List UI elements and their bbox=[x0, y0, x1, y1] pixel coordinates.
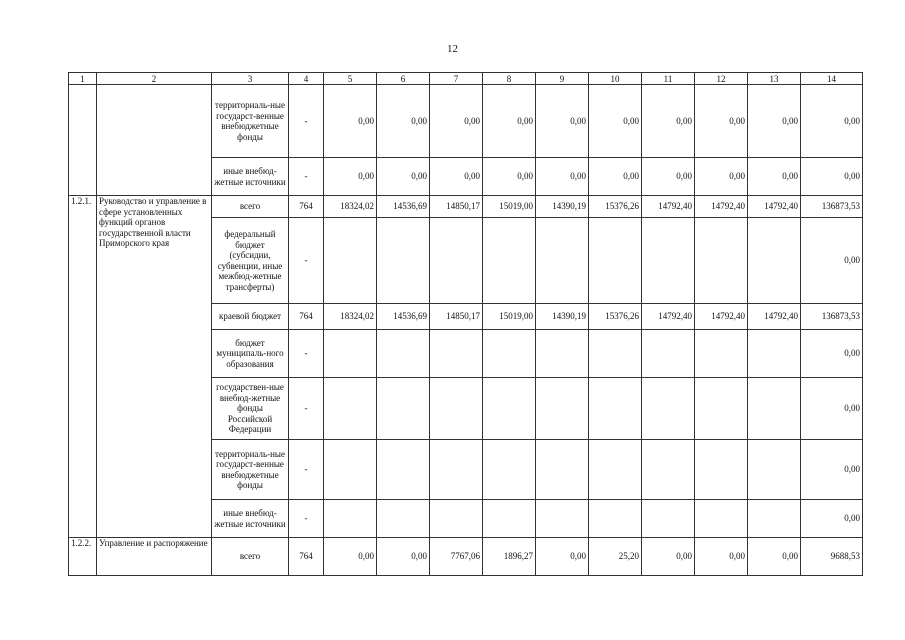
header-cell: 6 bbox=[377, 73, 430, 85]
header-cell: 14 bbox=[801, 73, 863, 85]
value-cell bbox=[695, 500, 748, 538]
value-cell bbox=[430, 378, 483, 440]
source-cell: всего bbox=[212, 196, 289, 218]
value-cell: 1896,27 bbox=[483, 538, 536, 576]
source-cell: территориаль-ные государст-венные внебюджетные фонды bbox=[212, 440, 289, 500]
grbs-cell: 764 bbox=[289, 196, 324, 218]
value-cell: 0,00 bbox=[377, 85, 430, 158]
header-cell: 4 bbox=[289, 73, 324, 85]
header-cell: 2 bbox=[97, 73, 212, 85]
value-cell: 0,00 bbox=[748, 158, 801, 196]
value-cell bbox=[324, 500, 377, 538]
value-cell bbox=[695, 378, 748, 440]
value-cell bbox=[536, 218, 589, 304]
value-cell bbox=[377, 378, 430, 440]
value-cell: 15376,26 bbox=[589, 196, 642, 218]
header-row bbox=[69, 73, 863, 85]
value-cell bbox=[483, 218, 536, 304]
source-cell: территориаль-ные государст-венные внебюджетные фонды bbox=[212, 85, 289, 158]
value-cell: 14792,40 bbox=[748, 196, 801, 218]
value-cell bbox=[695, 330, 748, 378]
value-cell: 0,00 bbox=[695, 538, 748, 576]
value-cell: 0,00 bbox=[483, 158, 536, 196]
row-name-cell bbox=[97, 85, 212, 196]
header-cell: 8 bbox=[483, 73, 536, 85]
value-cell bbox=[589, 378, 642, 440]
value-cell bbox=[483, 500, 536, 538]
value-cell: 25,20 bbox=[589, 538, 642, 576]
value-cell: 0,00 bbox=[430, 158, 483, 196]
value-cell: 0,00 bbox=[748, 538, 801, 576]
value-cell bbox=[695, 440, 748, 500]
value-cell: 0,00 bbox=[801, 330, 863, 378]
value-cell: 0,00 bbox=[801, 440, 863, 500]
value-cell: 0,00 bbox=[430, 85, 483, 158]
value-cell: 14792,40 bbox=[642, 196, 695, 218]
grbs-cell: - bbox=[289, 85, 324, 158]
value-cell: 14792,40 bbox=[748, 304, 801, 330]
value-cell bbox=[324, 218, 377, 304]
value-cell bbox=[536, 440, 589, 500]
value-cell: 0,00 bbox=[483, 85, 536, 158]
value-cell: 15019,00 bbox=[483, 304, 536, 330]
table-row bbox=[69, 538, 863, 576]
value-cell: 0,00 bbox=[642, 85, 695, 158]
value-cell bbox=[324, 440, 377, 500]
value-cell bbox=[377, 218, 430, 304]
value-cell: 14792,40 bbox=[695, 304, 748, 330]
value-cell bbox=[324, 330, 377, 378]
header-cell: 3 bbox=[212, 73, 289, 85]
value-cell bbox=[642, 440, 695, 500]
value-cell bbox=[642, 330, 695, 378]
value-cell: 14850,17 bbox=[430, 196, 483, 218]
value-cell: 0,00 bbox=[324, 158, 377, 196]
value-cell: 0,00 bbox=[377, 538, 430, 576]
value-cell: 0,00 bbox=[642, 538, 695, 576]
value-cell bbox=[748, 330, 801, 378]
value-cell bbox=[748, 500, 801, 538]
value-cell: 0,00 bbox=[324, 538, 377, 576]
value-cell bbox=[483, 330, 536, 378]
value-cell bbox=[642, 378, 695, 440]
row-name-cell: Управление и распоряжение bbox=[97, 538, 212, 576]
header-cell: 11 bbox=[642, 73, 695, 85]
value-cell bbox=[589, 440, 642, 500]
value-cell: 18324,02 bbox=[324, 196, 377, 218]
value-cell bbox=[536, 330, 589, 378]
value-cell: 0,00 bbox=[536, 85, 589, 158]
source-cell: всего bbox=[212, 538, 289, 576]
value-cell: 136873,53 bbox=[801, 196, 863, 218]
value-cell: 9688,53 bbox=[801, 538, 863, 576]
source-cell: федеральный бюджет (субсидии, субвенции, иные межбюд-жетные трансферты) bbox=[212, 218, 289, 304]
value-cell: 136873,53 bbox=[801, 304, 863, 330]
value-cell bbox=[324, 378, 377, 440]
value-cell: 0,00 bbox=[589, 158, 642, 196]
value-cell: 7767,06 bbox=[430, 538, 483, 576]
value-cell bbox=[748, 378, 801, 440]
value-cell bbox=[430, 500, 483, 538]
value-cell bbox=[642, 500, 695, 538]
header-cell: 1 bbox=[69, 73, 97, 85]
header-cell: 9 bbox=[536, 73, 589, 85]
grbs-cell: - bbox=[289, 158, 324, 196]
grbs-cell: - bbox=[289, 330, 324, 378]
value-cell bbox=[536, 500, 589, 538]
source-cell: краевой бюджет bbox=[212, 304, 289, 330]
value-cell bbox=[377, 330, 430, 378]
value-cell bbox=[589, 330, 642, 378]
value-cell: 0,00 bbox=[642, 158, 695, 196]
value-cell: 15019,00 bbox=[483, 196, 536, 218]
value-cell: 0,00 bbox=[748, 85, 801, 158]
table-row bbox=[69, 85, 863, 158]
value-cell bbox=[377, 440, 430, 500]
value-cell: 0,00 bbox=[801, 85, 863, 158]
grbs-cell: - bbox=[289, 218, 324, 304]
header-cell: 10 bbox=[589, 73, 642, 85]
value-cell: 0,00 bbox=[801, 158, 863, 196]
value-cell: 0,00 bbox=[589, 85, 642, 158]
value-cell bbox=[377, 500, 430, 538]
value-cell bbox=[695, 218, 748, 304]
value-cell: 14390,19 bbox=[536, 196, 589, 218]
value-cell: 14390,19 bbox=[536, 304, 589, 330]
row-name-cell: Руководство и управление в сфере установленных функций органов государственной власти Приморского края bbox=[97, 196, 212, 538]
value-cell: 14536,69 bbox=[377, 196, 430, 218]
grbs-cell: 764 bbox=[289, 538, 324, 576]
source-cell: иные внебюд-жетные источники bbox=[212, 500, 289, 538]
value-cell: 14536,69 bbox=[377, 304, 430, 330]
value-cell: 0,00 bbox=[324, 85, 377, 158]
source-cell: бюджет муниципаль-ного образования bbox=[212, 330, 289, 378]
row-code-cell bbox=[69, 85, 97, 196]
value-cell: 0,00 bbox=[695, 85, 748, 158]
value-cell bbox=[430, 440, 483, 500]
value-cell bbox=[430, 218, 483, 304]
value-cell bbox=[589, 218, 642, 304]
value-cell bbox=[483, 378, 536, 440]
value-cell: 14792,40 bbox=[695, 196, 748, 218]
page-number: 12 bbox=[447, 43, 458, 55]
grbs-cell: 764 bbox=[289, 304, 324, 330]
row-code-cell: 1.2.2. bbox=[69, 538, 97, 576]
value-cell: 0,00 bbox=[801, 378, 863, 440]
budget-table bbox=[68, 72, 863, 576]
header-cell: 7 bbox=[430, 73, 483, 85]
value-cell: 18324,02 bbox=[324, 304, 377, 330]
source-cell: государствен-ные внебюд-жетные фонды Российской Федерации bbox=[212, 378, 289, 440]
value-cell bbox=[536, 378, 589, 440]
value-cell: 14792,40 bbox=[642, 304, 695, 330]
value-cell bbox=[642, 218, 695, 304]
grbs-cell: - bbox=[289, 440, 324, 500]
value-cell: 0,00 bbox=[801, 218, 863, 304]
value-cell: 0,00 bbox=[536, 538, 589, 576]
value-cell bbox=[748, 440, 801, 500]
value-cell: 0,00 bbox=[695, 158, 748, 196]
grbs-cell: - bbox=[289, 378, 324, 440]
row-code-cell: 1.2.1. bbox=[69, 196, 97, 538]
value-cell bbox=[589, 500, 642, 538]
value-cell: 14850,17 bbox=[430, 304, 483, 330]
value-cell bbox=[748, 218, 801, 304]
value-cell: 0,00 bbox=[377, 158, 430, 196]
header-cell: 5 bbox=[324, 73, 377, 85]
value-cell: 15376,26 bbox=[589, 304, 642, 330]
table-row bbox=[69, 196, 863, 218]
header-cell: 13 bbox=[748, 73, 801, 85]
value-cell bbox=[430, 330, 483, 378]
source-cell: иные внебюд-жетные источники bbox=[212, 158, 289, 196]
value-cell bbox=[483, 440, 536, 500]
value-cell: 0,00 bbox=[536, 158, 589, 196]
grbs-cell: - bbox=[289, 500, 324, 538]
header-cell: 12 bbox=[695, 73, 748, 85]
value-cell: 0,00 bbox=[801, 500, 863, 538]
